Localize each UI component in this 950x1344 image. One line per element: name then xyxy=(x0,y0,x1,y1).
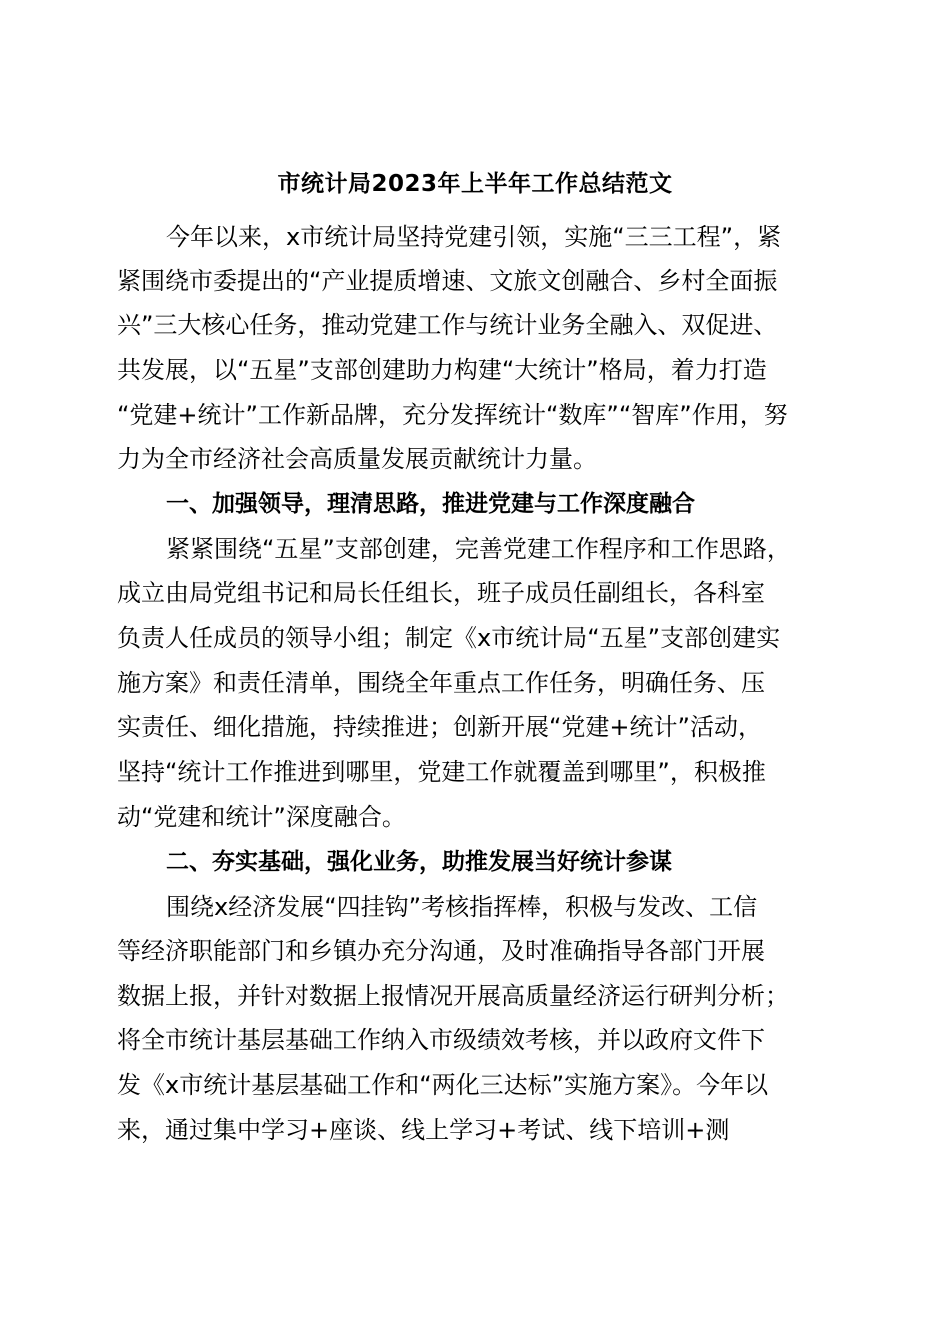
paragraph-line: 负责人任成员的领导小组；制定《x市统计局“五星”支部创建实 xyxy=(117,624,781,652)
paragraph-line: 将全市统计基层基础工作纳入市级绩效考核，并以政府文件下 xyxy=(117,1026,765,1054)
paragraph-line: 等经济职能部门和乡镇办充分沟通，及时准确指导各部门开展 xyxy=(117,937,765,965)
paragraph-line: 坚持“统计工作推进到哪里，党建工作就覆盖到哪里”，积极推 xyxy=(117,758,766,786)
paragraph-line: 成立由局党组书记和局长任组长，班子成员任副组长，各科室 xyxy=(117,579,765,607)
section-heading: 一、加强领导，理清思路，推进党建与工作深度融合 xyxy=(166,491,695,517)
paragraph-line: 动“党建和统计”深度融合。 xyxy=(117,803,406,831)
paragraph-line: 紧围绕市委提出的“产业提质增速、文旅文创融合、乡村全面振 xyxy=(117,267,778,295)
paragraph-line: 发《x市统计基层基础工作和“两化三达标”实施方案》。今年以 xyxy=(117,1071,769,1099)
paragraph-line: 实责任、细化措施，持续推进；创新开展“党建+统计”活动， xyxy=(117,713,762,741)
paragraph-line: 围绕x经济发展“四挂钩”考核指挥棒，积极与发改、工信 xyxy=(166,893,758,921)
paragraph-line: 紧紧围绕“五星”支部创建，完善党建工作程序和工作思路， xyxy=(166,535,791,563)
paragraph-line: 来，通过集中学习+座谈、线上学习+考试、线下培训+测 xyxy=(117,1116,730,1144)
paragraph-line: “党建+统计”工作新品牌，充分发挥统计“数库”“智库”作用，努 xyxy=(117,401,788,429)
paragraph-line: 力为全市经济社会高质量发展贡献统计力量。 xyxy=(117,445,597,473)
paragraph-line: 数据上报，并针对数据上报情况开展高质量经济运行研判分析； xyxy=(117,982,789,1010)
paragraph-line: 共发展，以“五星”支部创建助力构建“大统计”格局，着力打造 xyxy=(117,356,767,384)
paragraph-line: 今年以来，x市统计局坚持党建引领，实施“三三工程”，紧 xyxy=(166,223,782,251)
section-heading: 二、夯实基础，强化业务，助推发展当好统计参谋 xyxy=(166,849,672,875)
paragraph-line: 施方案》和责任清单，围绕全年重点工作任务，明确任务、压 xyxy=(117,669,765,697)
paragraph-line: 兴”三大核心任务，推动党建工作与统计业务全融入、双促进、 xyxy=(117,311,778,339)
document-title: 市统计局2023年上半年工作总结范文 xyxy=(277,171,673,197)
